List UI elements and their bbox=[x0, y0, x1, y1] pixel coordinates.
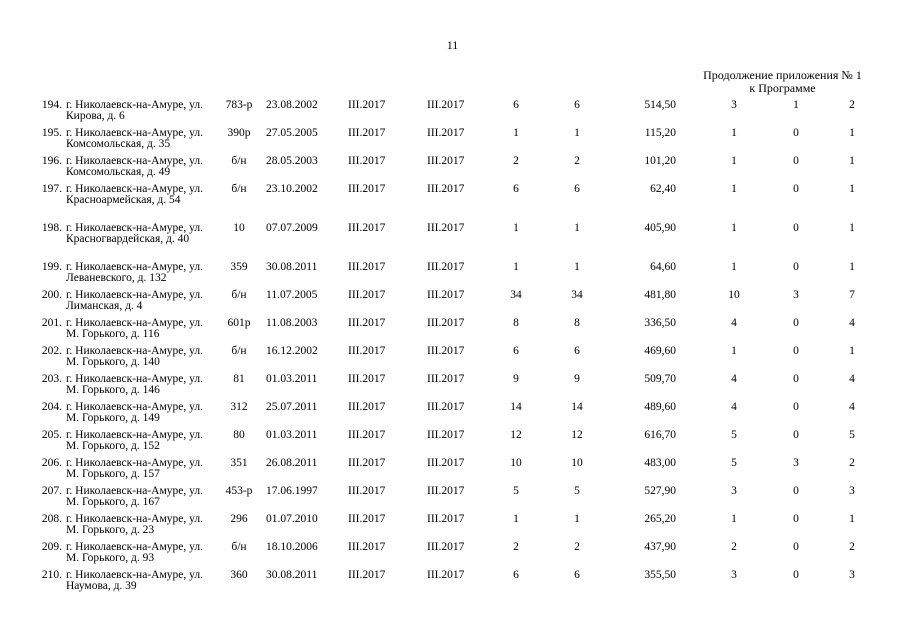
apartments-municipal-cell: 3 bbox=[849, 569, 855, 581]
address-cell: г. Николаевск-на-Амуре, ул. Комсомольская, д. 49 bbox=[66, 155, 203, 178]
document-number-cell: б/н bbox=[231, 183, 247, 195]
page-number: 11 bbox=[446, 38, 459, 52]
row-number-cell: 207. bbox=[41, 485, 62, 497]
apartments-municipal-cell: 2 bbox=[849, 541, 855, 553]
document-number-cell: 312 bbox=[230, 401, 248, 413]
apartments-total-cell: 1 bbox=[731, 127, 737, 139]
address-cell: г. Николаевск-на-Амуре, ул. М. Горького, д. 149 bbox=[66, 401, 203, 424]
apartments-total-cell: 1 bbox=[731, 513, 737, 525]
planned-quarter-cell: III.2017 bbox=[348, 183, 386, 195]
residents-resettled-cell: 6 bbox=[574, 183, 580, 195]
table-row bbox=[0, 318, 905, 348]
planned-quarter-cell: III.2017 bbox=[348, 401, 386, 413]
address-cell: г. Николаевск-на-Амуре, ул. Наумова, д. 39 bbox=[66, 569, 203, 592]
apartments-total-cell: 3 bbox=[731, 569, 737, 581]
document-number-cell: б/н bbox=[231, 289, 247, 301]
table-row bbox=[0, 262, 905, 292]
table-row bbox=[0, 128, 905, 158]
area-value-cell: 101,20 bbox=[644, 155, 676, 167]
residents-resettled-cell: 1 bbox=[574, 127, 580, 139]
completion-quarter-cell: III.2017 bbox=[427, 429, 465, 441]
document-date-cell: 23.10.2002 bbox=[266, 183, 318, 195]
completion-quarter-cell: III.2017 bbox=[427, 401, 465, 413]
residents-count-cell: 8 bbox=[513, 317, 519, 329]
apartments-private-cell: 0 bbox=[793, 569, 799, 581]
document-date-cell: 11.08.2003 bbox=[266, 317, 318, 329]
completion-quarter-cell: III.2017 bbox=[427, 155, 465, 167]
completion-quarter-cell: III.2017 bbox=[427, 485, 465, 497]
planned-quarter-cell: III.2017 bbox=[348, 429, 386, 441]
area-value-cell: 527,90 bbox=[644, 485, 676, 497]
residents-resettled-cell: 10 bbox=[571, 457, 583, 469]
table-row bbox=[0, 570, 905, 600]
residents-count-cell: 1 bbox=[513, 127, 519, 139]
table-row bbox=[0, 402, 905, 432]
address-cell: г. Николаевск-на-Амуре, ул. М. Горького, д. 116 bbox=[66, 317, 203, 340]
apartments-municipal-cell: 1 bbox=[849, 127, 855, 139]
apartments-municipal-cell: 4 bbox=[849, 373, 855, 385]
document-date-cell: 18.10.2006 bbox=[266, 541, 318, 553]
residents-count-cell: 6 bbox=[513, 183, 519, 195]
document-date-cell: 25.07.2011 bbox=[266, 401, 318, 413]
document-number-cell: 81 bbox=[233, 373, 245, 385]
table-row bbox=[0, 100, 905, 130]
document-number-cell: б/н bbox=[231, 541, 247, 553]
apartments-municipal-cell: 1 bbox=[849, 345, 855, 357]
area-value-cell: 115,20 bbox=[644, 127, 676, 139]
row-number-cell: 199. bbox=[41, 261, 62, 273]
planned-quarter-cell: III.2017 bbox=[348, 373, 386, 385]
row-number-cell: 197. bbox=[41, 183, 62, 195]
residents-count-cell: 6 bbox=[513, 99, 519, 111]
residents-resettled-cell: 12 bbox=[571, 429, 583, 441]
completion-quarter-cell: III.2017 bbox=[427, 127, 465, 139]
apartments-private-cell: 3 bbox=[793, 289, 799, 301]
row-number-cell: 204. bbox=[41, 401, 62, 413]
document-number-cell: 360 bbox=[230, 569, 248, 581]
document-number-cell: 390р bbox=[227, 127, 251, 139]
document-date-cell: 01.03.2011 bbox=[266, 429, 318, 441]
apartments-municipal-cell: 1 bbox=[849, 183, 855, 195]
residents-count-cell: 1 bbox=[513, 261, 519, 273]
planned-quarter-cell: III.2017 bbox=[348, 261, 386, 273]
apartments-private-cell: 0 bbox=[793, 183, 799, 195]
residents-count-cell: 34 bbox=[510, 289, 522, 301]
apartments-private-cell: 0 bbox=[793, 345, 799, 357]
apartments-total-cell: 5 bbox=[731, 429, 737, 441]
completion-quarter-cell: III.2017 bbox=[427, 373, 465, 385]
apartments-total-cell: 4 bbox=[731, 373, 737, 385]
residents-resettled-cell: 8 bbox=[574, 317, 580, 329]
residents-count-cell: 2 bbox=[513, 155, 519, 167]
document-date-cell: 30.08.2011 bbox=[266, 261, 318, 273]
completion-quarter-cell: III.2017 bbox=[427, 513, 465, 525]
document-date-cell: 11.07.2005 bbox=[266, 289, 318, 301]
completion-quarter-cell: III.2017 bbox=[427, 317, 465, 329]
apartments-private-cell: 0 bbox=[793, 513, 799, 525]
apartments-total-cell: 4 bbox=[731, 401, 737, 413]
table-row bbox=[0, 184, 905, 214]
residents-resettled-cell: 1 bbox=[574, 222, 580, 234]
apartments-municipal-cell: 7 bbox=[849, 289, 855, 301]
area-value-cell: 355,50 bbox=[644, 569, 676, 581]
apartments-total-cell: 3 bbox=[731, 485, 737, 497]
apartments-private-cell: 1 bbox=[793, 99, 799, 111]
residents-count-cell: 1 bbox=[513, 513, 519, 525]
row-number-cell: 206. bbox=[41, 457, 62, 469]
residents-resettled-cell: 34 bbox=[571, 289, 583, 301]
completion-quarter-cell: III.2017 bbox=[427, 222, 465, 234]
completion-quarter-cell: III.2017 bbox=[427, 289, 465, 301]
apartments-total-cell: 10 bbox=[728, 289, 740, 301]
apartments-private-cell: 0 bbox=[793, 541, 799, 553]
table-row bbox=[0, 374, 905, 404]
apartments-municipal-cell: 2 bbox=[849, 99, 855, 111]
document-date-cell: 26.08.2011 bbox=[266, 457, 318, 469]
row-number-cell: 202. bbox=[41, 345, 62, 357]
completion-quarter-cell: III.2017 bbox=[427, 183, 465, 195]
apartments-private-cell: 0 bbox=[793, 485, 799, 497]
planned-quarter-cell: III.2017 bbox=[348, 485, 386, 497]
planned-quarter-cell: III.2017 bbox=[348, 457, 386, 469]
residents-count-cell: 9 bbox=[513, 373, 519, 385]
row-number-cell: 194. bbox=[41, 99, 62, 111]
apartments-private-cell: 0 bbox=[793, 222, 799, 234]
document-date-cell: 01.07.2010 bbox=[266, 513, 318, 525]
completion-quarter-cell: III.2017 bbox=[427, 99, 465, 111]
apartments-private-cell: 0 bbox=[793, 261, 799, 273]
planned-quarter-cell: III.2017 bbox=[348, 222, 386, 234]
document-number-cell: б/н bbox=[231, 345, 247, 357]
apartments-municipal-cell: 1 bbox=[849, 222, 855, 234]
address-cell: г. Николаевск-на-Амуре, ул. Кирова, д. 6 bbox=[66, 99, 203, 122]
apartments-total-cell: 1 bbox=[731, 345, 737, 357]
residents-resettled-cell: 1 bbox=[574, 513, 580, 525]
residents-count-cell: 14 bbox=[510, 401, 522, 413]
document-number-cell: 80 bbox=[233, 429, 245, 441]
address-cell: г. Николаевск-на-Амуре, ул. М. Горького, д. 23 bbox=[66, 513, 203, 536]
apartments-total-cell: 4 bbox=[731, 317, 737, 329]
apartments-private-cell: 0 bbox=[793, 127, 799, 139]
residents-resettled-cell: 2 bbox=[574, 541, 580, 553]
area-value-cell: 405,90 bbox=[644, 222, 676, 234]
area-value-cell: 64,60 bbox=[650, 261, 676, 273]
planned-quarter-cell: III.2017 bbox=[348, 513, 386, 525]
area-value-cell: 265,20 bbox=[644, 513, 676, 525]
residents-count-cell: 10 bbox=[510, 457, 522, 469]
residents-count-cell: 12 bbox=[510, 429, 522, 441]
address-cell: г. Николаевск-на-Амуре, ул. М. Горького, д. 146 bbox=[66, 373, 203, 396]
apartments-municipal-cell: 4 bbox=[849, 317, 855, 329]
completion-quarter-cell: III.2017 bbox=[427, 541, 465, 553]
table-row bbox=[0, 542, 905, 572]
address-cell: г. Николаевск-на-Амуре, ул. Комсомольская, д. 35 bbox=[66, 127, 203, 150]
planned-quarter-cell: III.2017 bbox=[348, 127, 386, 139]
completion-quarter-cell: III.2017 bbox=[427, 569, 465, 581]
residents-resettled-cell: 5 bbox=[574, 485, 580, 497]
document-number-cell: 601р bbox=[227, 317, 251, 329]
document-date-cell: 30.08.2011 bbox=[266, 569, 318, 581]
table-row bbox=[0, 290, 905, 320]
table-row bbox=[0, 346, 905, 376]
area-value-cell: 483,00 bbox=[644, 457, 676, 469]
planned-quarter-cell: III.2017 bbox=[348, 569, 386, 581]
row-number-cell: 209. bbox=[41, 541, 62, 553]
apartments-total-cell: 5 bbox=[731, 457, 737, 469]
apartments-private-cell: 0 bbox=[793, 401, 799, 413]
address-cell: г. Николаевск-на-Амуре, ул. Лиманская, д. 4 bbox=[66, 289, 203, 312]
table-row bbox=[0, 458, 905, 488]
row-number-cell: 208. bbox=[41, 513, 62, 525]
address-cell: г. Николаевск-на-Амуре, ул. Красногвардейская, д. 40 bbox=[66, 222, 203, 245]
apartments-total-cell: 1 bbox=[731, 261, 737, 273]
planned-quarter-cell: III.2017 bbox=[348, 345, 386, 357]
apartments-total-cell: 1 bbox=[731, 155, 737, 167]
document-number-cell: 10 bbox=[233, 222, 245, 234]
apartments-municipal-cell: 1 bbox=[849, 261, 855, 273]
document-number-cell: 783-р bbox=[225, 99, 253, 111]
apartments-private-cell: 3 bbox=[793, 457, 799, 469]
document-date-cell: 16.12.2002 bbox=[266, 345, 318, 357]
apartments-total-cell: 1 bbox=[731, 183, 737, 195]
residents-count-cell: 2 bbox=[513, 541, 519, 553]
area-value-cell: 336,50 bbox=[644, 317, 676, 329]
address-cell: г. Николаевск-на-Амуре, ул. М. Горького, д. 93 bbox=[66, 541, 203, 564]
address-cell: г. Николаевск-на-Амуре, ул. М. Горького, д. 140 bbox=[66, 345, 203, 368]
residents-resettled-cell: 14 bbox=[571, 401, 583, 413]
address-cell: г. Николаевск-на-Амуре, ул. Красноармейская, д. 54 bbox=[66, 183, 203, 206]
residents-count-cell: 6 bbox=[513, 345, 519, 357]
residents-resettled-cell: 2 bbox=[574, 155, 580, 167]
apartments-municipal-cell: 3 bbox=[849, 485, 855, 497]
area-value-cell: 469,60 bbox=[644, 345, 676, 357]
planned-quarter-cell: III.2017 bbox=[348, 317, 386, 329]
document-date-cell: 17.06.1997 bbox=[266, 485, 318, 497]
document-date-cell: 28.05.2003 bbox=[266, 155, 318, 167]
apartments-total-cell: 1 bbox=[731, 222, 737, 234]
residents-resettled-cell: 6 bbox=[574, 99, 580, 111]
area-value-cell: 514,50 bbox=[644, 99, 676, 111]
planned-quarter-cell: III.2017 bbox=[348, 155, 386, 167]
document-date-cell: 27.05.2005 bbox=[266, 127, 318, 139]
row-number-cell: 203. bbox=[41, 373, 62, 385]
residents-count-cell: 5 bbox=[513, 485, 519, 497]
table-row bbox=[0, 223, 905, 253]
apartments-municipal-cell: 1 bbox=[849, 513, 855, 525]
completion-quarter-cell: III.2017 bbox=[427, 457, 465, 469]
planned-quarter-cell: III.2017 bbox=[348, 541, 386, 553]
document-date-cell: 01.03.2011 bbox=[266, 373, 318, 385]
apartments-municipal-cell: 4 bbox=[849, 401, 855, 413]
apartments-total-cell: 3 bbox=[731, 99, 737, 111]
continuation-line-2: к Программе bbox=[749, 81, 816, 95]
area-value-cell: 509,70 bbox=[644, 373, 676, 385]
apartments-private-cell: 0 bbox=[793, 373, 799, 385]
apartments-total-cell: 2 bbox=[731, 541, 737, 553]
residents-count-cell: 6 bbox=[513, 569, 519, 581]
apartments-municipal-cell: 1 bbox=[849, 155, 855, 167]
area-value-cell: 437,90 bbox=[644, 541, 676, 553]
apartments-municipal-cell: 2 bbox=[849, 457, 855, 469]
area-value-cell: 616,70 bbox=[644, 429, 676, 441]
table-row bbox=[0, 430, 905, 460]
row-number-cell: 196. bbox=[41, 155, 62, 167]
planned-quarter-cell: III.2017 bbox=[348, 99, 386, 111]
apartments-municipal-cell: 5 bbox=[849, 429, 855, 441]
row-number-cell: 205. bbox=[41, 429, 62, 441]
address-cell: г. Николаевск-на-Амуре, ул. Леваневского, д. 132 bbox=[66, 261, 203, 284]
document-number-cell: 296 bbox=[230, 513, 248, 525]
residents-count-cell: 1 bbox=[513, 222, 519, 234]
completion-quarter-cell: III.2017 bbox=[427, 261, 465, 273]
document-number-cell: б/н bbox=[231, 155, 247, 167]
completion-quarter-cell: III.2017 bbox=[427, 345, 465, 357]
address-cell: г. Николаевск-на-Амуре, ул. М. Горького, д. 167 bbox=[66, 485, 203, 508]
residents-resettled-cell: 6 bbox=[574, 345, 580, 357]
table-row bbox=[0, 486, 905, 516]
apartments-private-cell: 0 bbox=[793, 317, 799, 329]
document-number-cell: 453-р bbox=[225, 485, 253, 497]
area-value-cell: 489,60 bbox=[644, 401, 676, 413]
table-row bbox=[0, 156, 905, 186]
residents-resettled-cell: 6 bbox=[574, 569, 580, 581]
apartments-private-cell: 0 bbox=[793, 155, 799, 167]
document-number-cell: 359 bbox=[230, 261, 248, 273]
continuation-note bbox=[680, 69, 885, 95]
continuation-line-1: Продолжение приложения № 1 bbox=[703, 68, 862, 82]
table-row bbox=[0, 514, 905, 544]
row-number-cell: 210. bbox=[41, 569, 62, 581]
area-value-cell: 62,40 bbox=[650, 183, 676, 195]
row-number-cell: 198. bbox=[41, 222, 62, 234]
address-cell: г. Николаевск-на-Амуре, ул. М. Горького, д. 157 bbox=[66, 457, 203, 480]
address-cell: г. Николаевск-на-Амуре, ул. М. Горького, д. 152 bbox=[66, 429, 203, 452]
row-number-cell: 195. bbox=[41, 127, 62, 139]
residents-resettled-cell: 9 bbox=[574, 373, 580, 385]
row-number-cell: 200. bbox=[41, 289, 62, 301]
document-date-cell: 23.08.2002 bbox=[266, 99, 318, 111]
document-date-cell: 07.07.2009 bbox=[266, 222, 318, 234]
residents-resettled-cell: 1 bbox=[574, 261, 580, 273]
row-number-cell: 201. bbox=[41, 317, 62, 329]
area-value-cell: 481,80 bbox=[644, 289, 676, 301]
planned-quarter-cell: III.2017 bbox=[348, 289, 386, 301]
document-number-cell: 351 bbox=[230, 457, 248, 469]
apartments-private-cell: 0 bbox=[793, 429, 799, 441]
